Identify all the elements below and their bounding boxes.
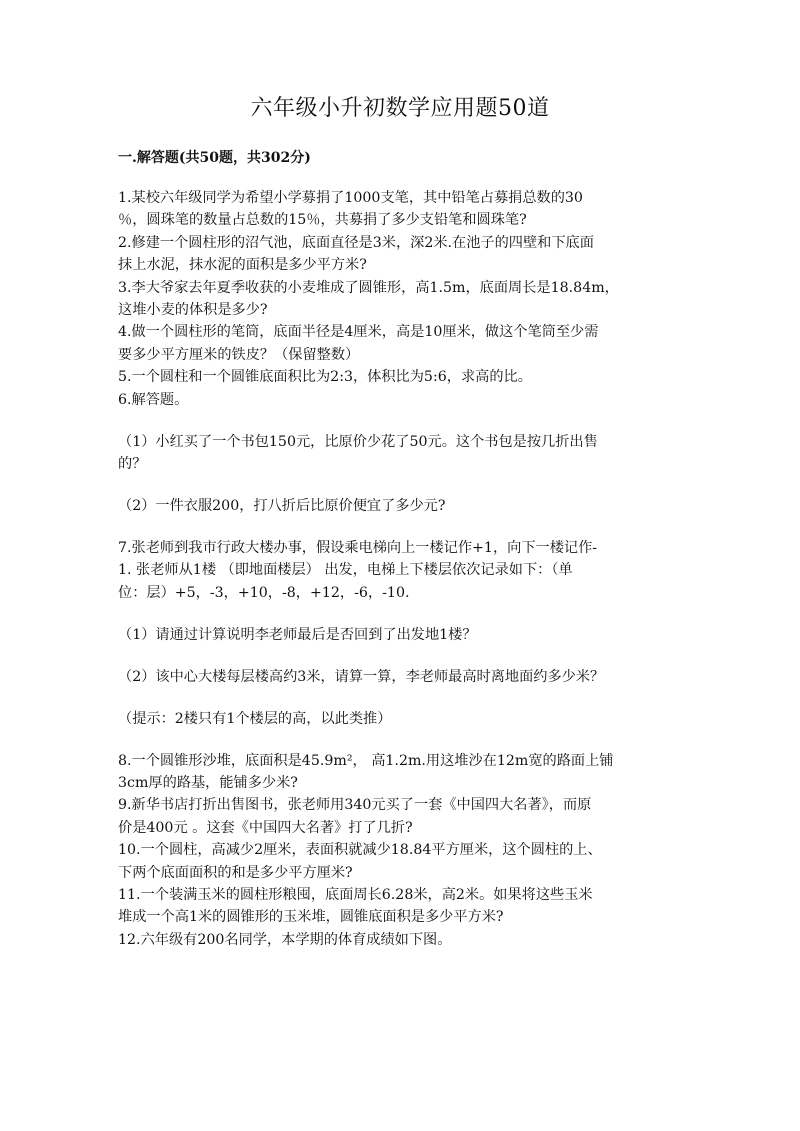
block-gap bbox=[118, 411, 684, 431]
question-text-line: 的？ bbox=[118, 455, 147, 472]
question-text-line: （提示：2楼只有1个楼层的高，以此类推） bbox=[118, 710, 392, 727]
question-text-line: 8.一个圆锥形沙堆，底面积是45.9m²， 高1.2m.用这堆沙在12m宽的路面上铺 bbox=[118, 752, 614, 769]
block-gap bbox=[118, 475, 684, 495]
question-text-line: 这堆小麦的体积是多少? bbox=[118, 301, 268, 318]
question-text-line: 12.六年级有200名同学，本学期的体育成绩如下图。 bbox=[118, 931, 452, 948]
block-gap bbox=[118, 604, 684, 624]
question-block bbox=[118, 537, 684, 604]
question-list bbox=[118, 187, 684, 951]
block-gap bbox=[118, 646, 684, 666]
question-text-line: 要多少平方厘米的铁皮？（保留整数） bbox=[118, 346, 360, 363]
page-title: 六年级小升初数学应用题50道 bbox=[250, 96, 550, 121]
question-text-line: 1.某校六年级同学为希望小学募捐了1000支笔，其中铅笔占募捐总数的30 bbox=[118, 190, 583, 206]
question-text-line: 价是400元 。这套《中国四大名著》打了几折? bbox=[118, 819, 413, 836]
question-text-line: 7.张老师到我市行政大楼办事，假设乘电梯向上一楼记作+1，向下一楼记作- bbox=[118, 539, 598, 556]
question-text-line: （1）小红买了一个书包150元，比原价少花了50元。这个书包是按几折出售 bbox=[118, 433, 598, 450]
question-text-line: 2.修建一个圆柱形的沼气池，底面直径是3米，深2米.在池子的四壁和下底面 bbox=[118, 234, 594, 251]
question-text-line: 9.新华书店打折出售图书，张老师用340元买了一套《中国四大名著》，而原 bbox=[118, 797, 592, 814]
question-block bbox=[118, 624, 684, 646]
question-text-line: 1. 张老师从1楼 （即地面楼层） 出发，电梯上下楼层依次记录如下：（单 bbox=[118, 562, 573, 579]
question-block bbox=[118, 750, 684, 952]
question-text-line: 下两个底面面积的和是多少平方厘米? bbox=[118, 864, 353, 881]
question-text-line: 11.一个装满玉米的圆柱形粮囤，底面周长6.28米，高2米。如果将这些玉米 bbox=[118, 886, 593, 903]
question-block bbox=[118, 708, 684, 730]
block-gap bbox=[118, 730, 684, 750]
question-text-line: ％，圆珠笔的数量占总数的15％，共募捐了多少支铅笔和圆珠笔? bbox=[118, 212, 527, 229]
question-text-line: 5.一个圆柱和一个圆锥底面积比为2:3，体积比为5:6，求高的比。 bbox=[118, 369, 532, 386]
question-block bbox=[118, 431, 684, 476]
question-text-line: 10.一个圆柱，高减少2厘米，表面积就减少18.84平方厘米，这个圆柱的上、 bbox=[118, 842, 602, 859]
question-text-line: 抹上水泥，抹水泥的面积是多少平方米? bbox=[118, 257, 367, 274]
block-gap bbox=[118, 688, 684, 708]
section-heading: 一.解答题(共50题，共302分) bbox=[118, 150, 311, 166]
question-text-line: （1）请通过计算说明李老师最后是否回到了出发地1楼？ bbox=[118, 626, 477, 643]
question-block bbox=[118, 666, 684, 688]
question-text-line: （2）一件衣服200，打八折后比原价便宜了多少元? bbox=[118, 497, 446, 514]
question-block bbox=[118, 495, 684, 517]
question-text-line: 堆成一个高1米的圆锥形的玉米堆，圆锥底面积是多少平方米? bbox=[118, 909, 504, 926]
question-text-line: 位：层）+5，-3，+10，-8，+12，-6，-10. bbox=[118, 584, 410, 601]
question-text-line: 3.李大爷家去年夏季收获的小麦堆成了圆锥形，高1.5m，底面周长是18.84m， bbox=[118, 279, 619, 296]
block-gap bbox=[118, 517, 684, 537]
question-block bbox=[118, 187, 684, 411]
question-text-line: 4.做一个圆柱形的笔筒，底面半径是4厘米，高是10厘米，做这个笔筒至少需 bbox=[118, 324, 599, 341]
question-text-line: （2）该中心大楼每层楼高约3米，请算一算，李老师最高时离地面约多少米？ bbox=[118, 668, 605, 685]
question-text-line: 3cm厚的路基，能铺多少米? bbox=[118, 774, 298, 791]
question-text-line: 6.解答题。 bbox=[118, 391, 189, 408]
